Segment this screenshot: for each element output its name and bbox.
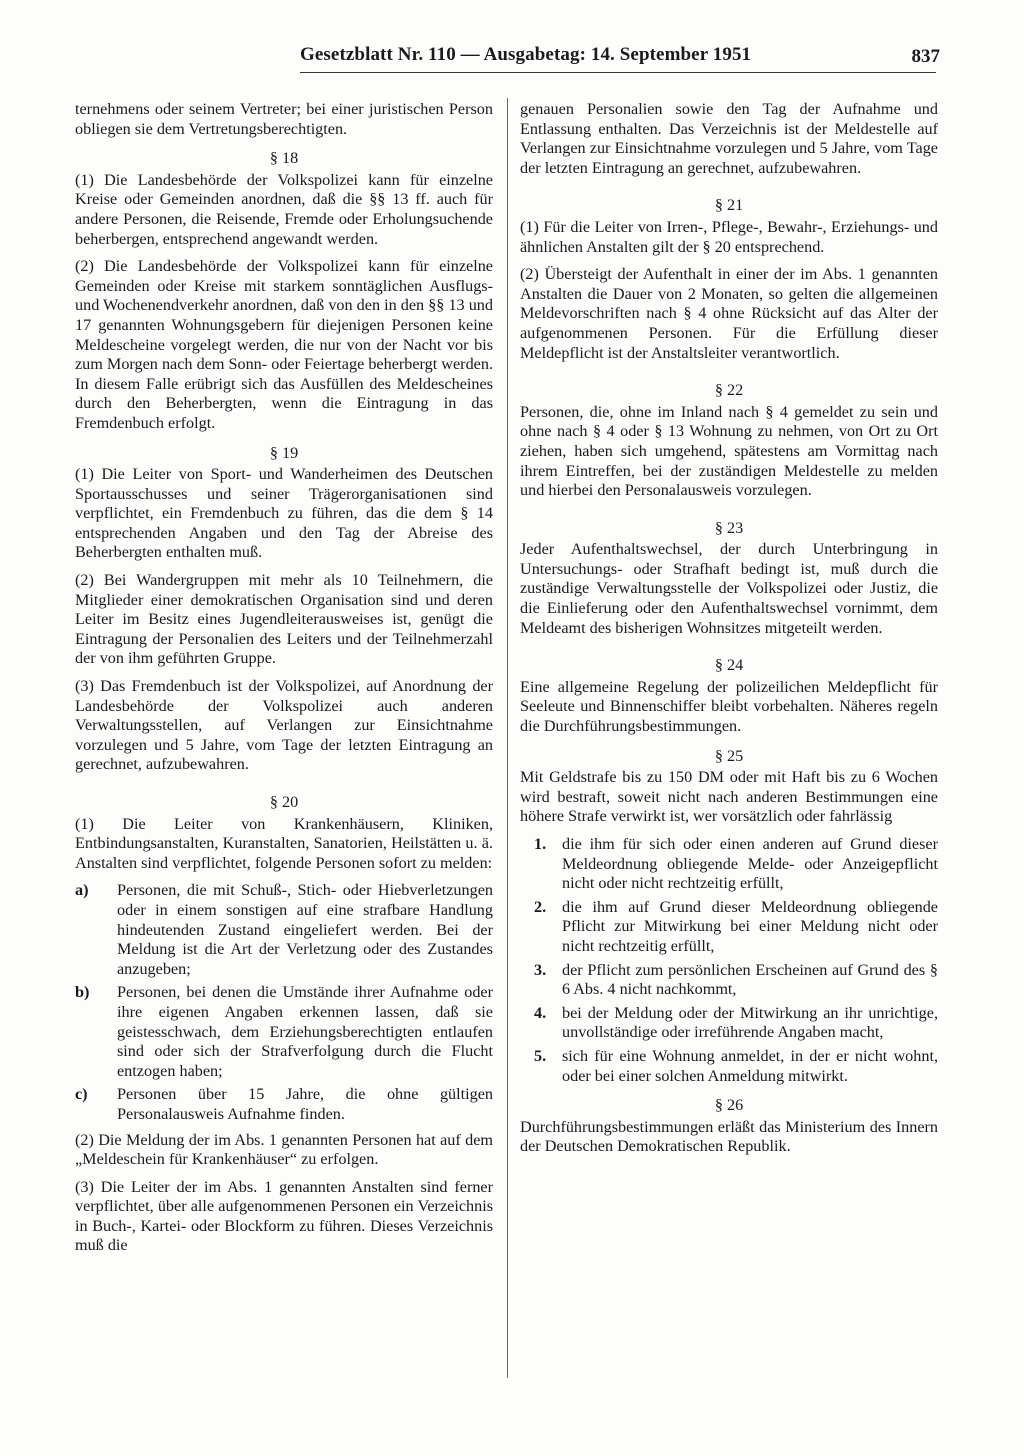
list-item-text: Personen über 15 Jahre, die ohne gültigen Personalausweis Aufnahme finden. [117, 1085, 493, 1123]
section-heading-18: § 18 [269, 149, 299, 168]
section-heading-25: § 25 [714, 746, 744, 765]
list-item-text: der Pflicht zum persönlichen Erscheinen auf Grund des § 6 Abs. 4 nicht nachkommt, [562, 960, 938, 999]
paragraph: Personen, die, ohne im Inland nach § 4 gemeldet zu sein und ohne nach § 4 oder § 13 Wohnung zu nehmen, von Ort zu Ort ziehen, haben sich umgehend, spätestens am Vormittag nach ihrem Eintreffen, bei der zuständigen Meldestelle zu melden und hierbei den Personalausweis vorzulegen. [520, 402, 938, 500]
paragraph: (2) Die Meldung der im Abs. 1 genannten Personen hat auf dem „Meldeschein für Krankenhäuser“ zu erfolgen. [75, 1130, 493, 1169]
paragraph: (1) Die Leiter von Krankenhäusern, Kliniken, Entbindungsanstalten, Kuranstalten, Sanatorien, Heilstätten u. ä. Anstalten sind verpflichtet, folgende Personen sofort zu melden: [75, 814, 493, 872]
list-item [75, 983, 493, 1081]
list-item-label: c) [75, 1085, 88, 1104]
page-number: 837 [911, 46, 940, 67]
header-title: Gesetzblatt Nr. 110 — Ausgabetag: 14. September 1951 [300, 44, 752, 65]
page-header [300, 44, 940, 74]
list-item-text: die ihm auf Grund dieser Meldeordnung obliegende Pflicht zur Mitwirkung bei einer Meldung nicht oder nicht rechtzeitig erfüllt, [562, 897, 938, 955]
section-heading-23: § 23 [714, 518, 744, 537]
list-item [75, 881, 493, 979]
paragraph: Eine allgemeine Regelung der polizeilichen Meldepflicht für Seeleute und Binnenschiffer bleibt vorbehalten. Näheres regeln die Durchführungsbestimmungen. [520, 677, 938, 736]
list-item-text: sich für eine Wohnung anmeldet, in der er nicht wohnt, oder bei einer solchen Anmeldung mitwirkt. [562, 1046, 938, 1085]
list-item-label: 3. [534, 960, 547, 979]
column-divider [507, 98, 508, 1378]
section-heading-26: § 26 [714, 1096, 744, 1115]
list-item-label: 5. [534, 1046, 547, 1065]
paragraph: (2) Die Landesbehörde der Volkspolizei kann für einzelne Gemeinden oder Kreise mit starkem sonntäglichen Ausflugs- und Wochenendverkehr anordnen, daß von den in den §§ 13 und 17 genannten Wohnungsgebern für diejenigen Personen keine Meldescheine vorgelegt werden, die nur von der Nacht vor bis zum Morgen nach dem Sonn- oder Feiertage beherbergt werden. In diesem Falle erübrigt sich das Ausfüllen des Meldescheines durch den Beherbergten, wenn die Eintragung in das Fremdenbuch erfolgt. [75, 257, 493, 432]
continuation-paragraph: ternehmens oder seinem Vertreter; bei einer juristischen Person obliegen sie dem Vertretungsberechtigten. [75, 100, 493, 138]
list-item-text: die ihm für sich oder einen anderen auf Grund dieser Meldeordnung obliegende Melde- oder Anzeigepflicht nicht oder nicht rechtzeitig erfüllt, [562, 835, 938, 893]
paragraph: Durchführungsbestimmungen erläßt das Ministerium des Innern der Deutschen Demokratischen Republik. [520, 1117, 938, 1156]
list-item-label: 4. [534, 1003, 547, 1022]
list-item-text: bei der Meldung oder der Mitwirkung an ihr unrichtige, unvollständige oder irreführende Angaben macht, [562, 1003, 938, 1042]
list-item [520, 961, 938, 1000]
enumerated-list [520, 835, 938, 1086]
list-item-text: Personen, bei denen die Umstände ihrer Aufnahme oder ihre eigenen Angaben erkennen lassen, daß sie geistesschwach, dem Erziehungsberechtigten entlaufen sind oder sich der Strafverfolgung durch die Flucht entzogen haben; [117, 983, 493, 1080]
paragraph: Jeder Aufenthaltswechsel, der durch Unterbringung in Untersuchungs- oder Strafhaft bedingt ist, muß durch die zuständige Verwaltungsstelle der Volkspolizei oder Justiz, die die Einlieferung oder den Aufenthaltswechsel vornimmt, dem Meldeamt des bisherigen Wohnsitzes mitgeteilt werden. [520, 540, 938, 637]
paragraph: (1) Die Leiter von Sport- und Wanderheimen des Deutschen Sportausschusses und seiner Trägerorganisationen sind verpflichtet, ein Fremdenbuch zu führen, das die dem § 14 entsprechenden Angaben und den Tag der Abreise des Beherbergten enthalten muß. [75, 465, 493, 562]
list-item [75, 1085, 493, 1124]
list-item-label: b) [75, 983, 90, 1002]
section-heading-24: § 24 [714, 656, 744, 675]
section-heading-22: § 22 [714, 381, 744, 400]
list-item-text: Personen, die mit Schuß-, Stich- oder Hiebverletzungen oder in einem sonstigen auf eine strafbare Handlung hindeutenden Zustand eingeliefert werden. Bei der Meldung ist die Art der Verletzung oder des Zustandes anzugeben; [117, 881, 493, 978]
list-item [520, 1047, 938, 1086]
section-heading-20: § 20 [269, 793, 299, 811]
continuation-paragraph: genauen Personalien sowie den Tag der Aufnahme und Entlassung enthalten. Das Verzeichnis ist der Meldestelle auf Verlangen zur Einsichtnahme vorzulegen und 5 Jahre, vom Tage der letzten Eintragung an gerechnet, aufzubewahren. [520, 100, 938, 177]
list-item-label: 2. [534, 897, 547, 916]
list-item [520, 1004, 938, 1043]
section-heading-19: § 19 [269, 443, 299, 462]
left-column [75, 100, 493, 1264]
enumerated-list [75, 881, 493, 1124]
section-heading-21: § 21 [714, 196, 744, 215]
list-item [520, 835, 938, 894]
header-rule [300, 72, 936, 73]
paragraph: (2) Übersteigt der Aufenthalt in einer der im Abs. 1 genannten Anstalten die Dauer von 2 Monaten, so gelten die allgemeinen Meldevorschriften nach § 4 ohne Rücksicht auf das Alter der aufgenommenen Personen. Für die Erfüllung dieser Meldepflicht ist der Anstaltsleiter verantwortlich. [520, 265, 938, 362]
paragraph: (1) Die Landesbehörde der Volkspolizei kann für einzelne Kreise oder Gemeinden anordnen, daß die §§ 13 ff. auch für andere Personen, die Reisende, Fremde oder Erholungsuchende beherbergen, entsprechend angewandt werden. [75, 170, 493, 248]
list-item [520, 898, 938, 957]
right-column [520, 100, 938, 1165]
paragraph: (3) Die Leiter der im Abs. 1 genannten Anstalten sind ferner verpflichtet, über alle aufgenommenen Personen ein Verzeichnis in Buch-, Kartei- oder Blockform zu führen. Dieses Verzeichnis muß die [75, 1177, 493, 1255]
paragraph: Mit Geldstrafe bis zu 150 DM oder mit Haft bis zu 6 Wochen wird bestraft, soweit nicht nach anderen Bestimmungen eine höhere Strafe verwirkt ist, wer vorsätzlich oder fahrlässig [520, 768, 938, 826]
paragraph: (1) Für die Leiter von Irren-, Pflege-, Bewahr-, Erziehungs- und ähnlichen Anstalten gilt der § 20 entsprechend. [520, 217, 938, 256]
paragraph: (3) Das Fremdenbuch ist der Volkspolizei, auf Anordnung der Landesbehörde der Volkspolizei auch anderen Verwaltungsstellen, auf Verlangen zur Einsichtnahme vorzulegen und 5 Jahre, vom Tage der letzten Eintragung an gerechnet, aufzubewahren. [75, 677, 493, 774]
list-item-label: a) [75, 881, 89, 900]
paragraph: (2) Bei Wandergruppen mit mehr als 10 Teilnehmern, die Mitglieder einer demokratischen Organisation sind und deren Leiter im Besitz eines Jugendleiterausweises ist, genügt die Eintragung der Personalien des Leiters und der Teilnehmerzahl der von ihm geführten Gruppe. [75, 571, 493, 668]
list-item-label: 1. [534, 835, 547, 853]
